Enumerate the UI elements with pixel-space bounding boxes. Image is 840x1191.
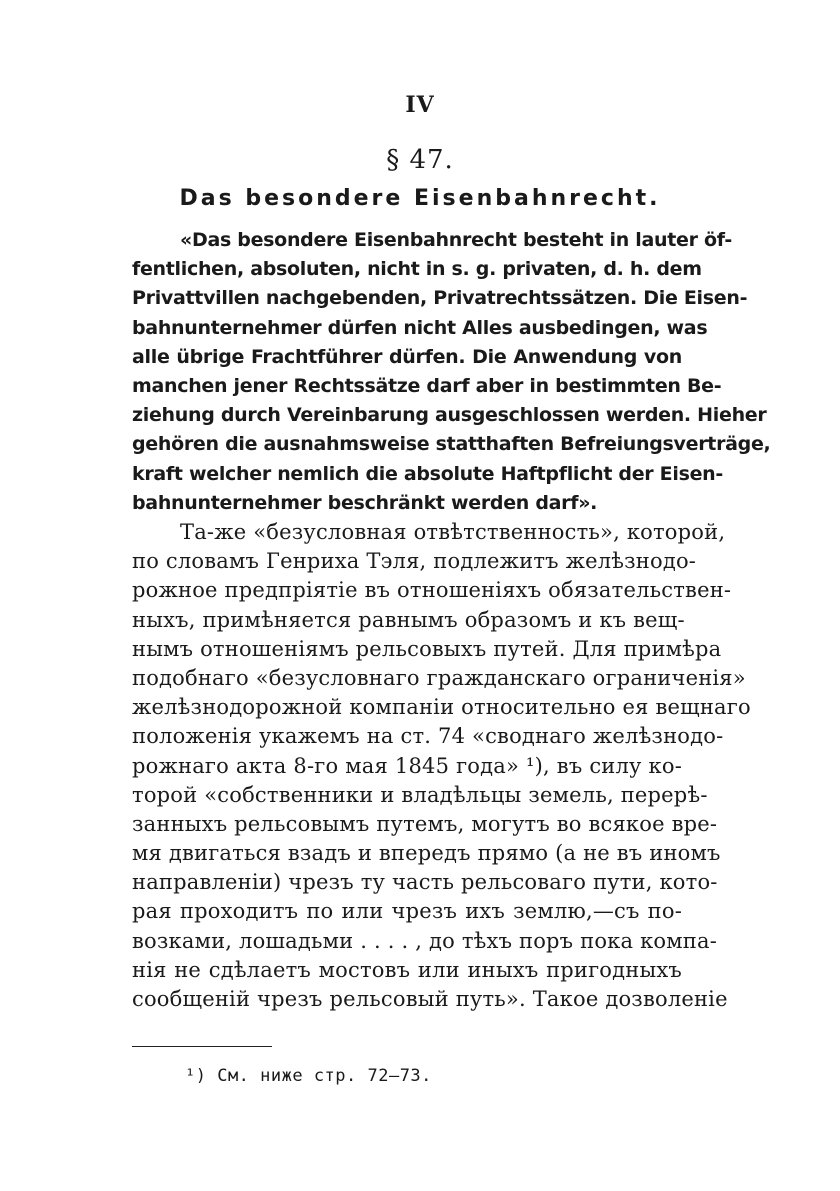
- paragraph-line: рожнаго акта 8-го мая 1845 года» ¹), въ силу ко-: [132, 753, 682, 778]
- paragraph-line: торой «собственники и владѣльцы земель, перерѣ-: [132, 782, 708, 807]
- paragraph-line: Privattvillen nachgebenden, Privatrechtssätzen. Die Eisen-: [132, 287, 748, 310]
- paragraph-line: bahnunternehmer beschränkt werden darf».: [132, 491, 598, 514]
- paragraph-line: рая проходитъ по или чрезъ ихъ землю,—съ по-: [132, 899, 682, 924]
- section-title: Das besondere Eisenbahnrecht.: [179, 186, 661, 211]
- signature-mark: IV: [405, 92, 435, 118]
- paragraph-line: gehören die ausnahmsweise statthaften Befreiungsverträge,: [132, 433, 771, 456]
- paragraph-line: fentlichen, absoluten, nicht in s. g. privaten, d. h. dem: [132, 258, 702, 281]
- paragraph-line: ныхъ, примѣняется равнымъ образомъ и къ вещ-: [132, 607, 685, 632]
- paragraph-line: ziehung durch Vereinbarung ausgeschlossen werden. Hieher: [132, 404, 767, 427]
- paragraph-line: рожное предпріятіе въ отношеніяхъ обязательствен-: [132, 578, 732, 603]
- paragraph-line: bahnunternehmer dürfen nicht Alles ausbedingen, was: [132, 316, 708, 339]
- russian-paragraph: [132, 518, 751, 1014]
- section-number: § 47.: [386, 145, 454, 175]
- paragraph-line: положенія укажемъ на ст. 74 «своднаго желѣзнодо-: [132, 724, 724, 749]
- paragraph-line: kraft welcher nemlich die absolute Haftpflicht der Eisen-: [132, 462, 723, 485]
- paragraph-line: по словамъ Генриха Тэля, подлежитъ желѣзнодо-: [132, 549, 697, 574]
- paragraph-line: желѣзнодорожной компаніи относительно ея вещнаго: [132, 695, 751, 720]
- footnote: ¹) См. ниже стр. 72—73.: [185, 1066, 432, 1086]
- paragraph-line: сообщеній чрезъ рельсовый путь». Такое дозволеніе: [132, 987, 728, 1011]
- paragraph-line: manchen jener Rechtssätze darf aber in bestimmten Be-: [132, 374, 722, 397]
- paragraph-line: нымъ отношеніямъ рельсовыхъ путей. Для примѣра: [132, 636, 722, 661]
- footnote-divider: [132, 1046, 272, 1047]
- paragraph-line: нія не сдѣлаетъ мостовъ или иныхъ пригодныхъ: [132, 957, 682, 982]
- paragraph-line: alle übrige Frachtführer dürfen. Die Anwendung von: [132, 345, 682, 368]
- paragraph-line: мя двигаться взадъ и впередъ прямо (а не въ иномъ: [132, 841, 721, 866]
- paragraph-line: занныхъ рельсовымъ путемъ, могутъ во всякое вре-: [132, 811, 718, 836]
- paragraph-line: возками, лошадьми . . . . , до тѣхъ поръ пока компа-: [132, 928, 717, 953]
- paragraph-line: подобнаго «безусловнаго гражданскаго ограниченія»: [132, 665, 746, 690]
- paragraph-line: Та-же «безусловная отвѣтственность», которой,: [180, 520, 726, 544]
- paragraph-line: направленіи) чрезъ ту часть рельсоваго пути, кото-: [132, 870, 718, 895]
- paragraph-line: «Das besondere Eisenbahnrecht besteht in lauter öf-: [180, 229, 732, 251]
- german-quote-paragraph: [132, 226, 771, 518]
